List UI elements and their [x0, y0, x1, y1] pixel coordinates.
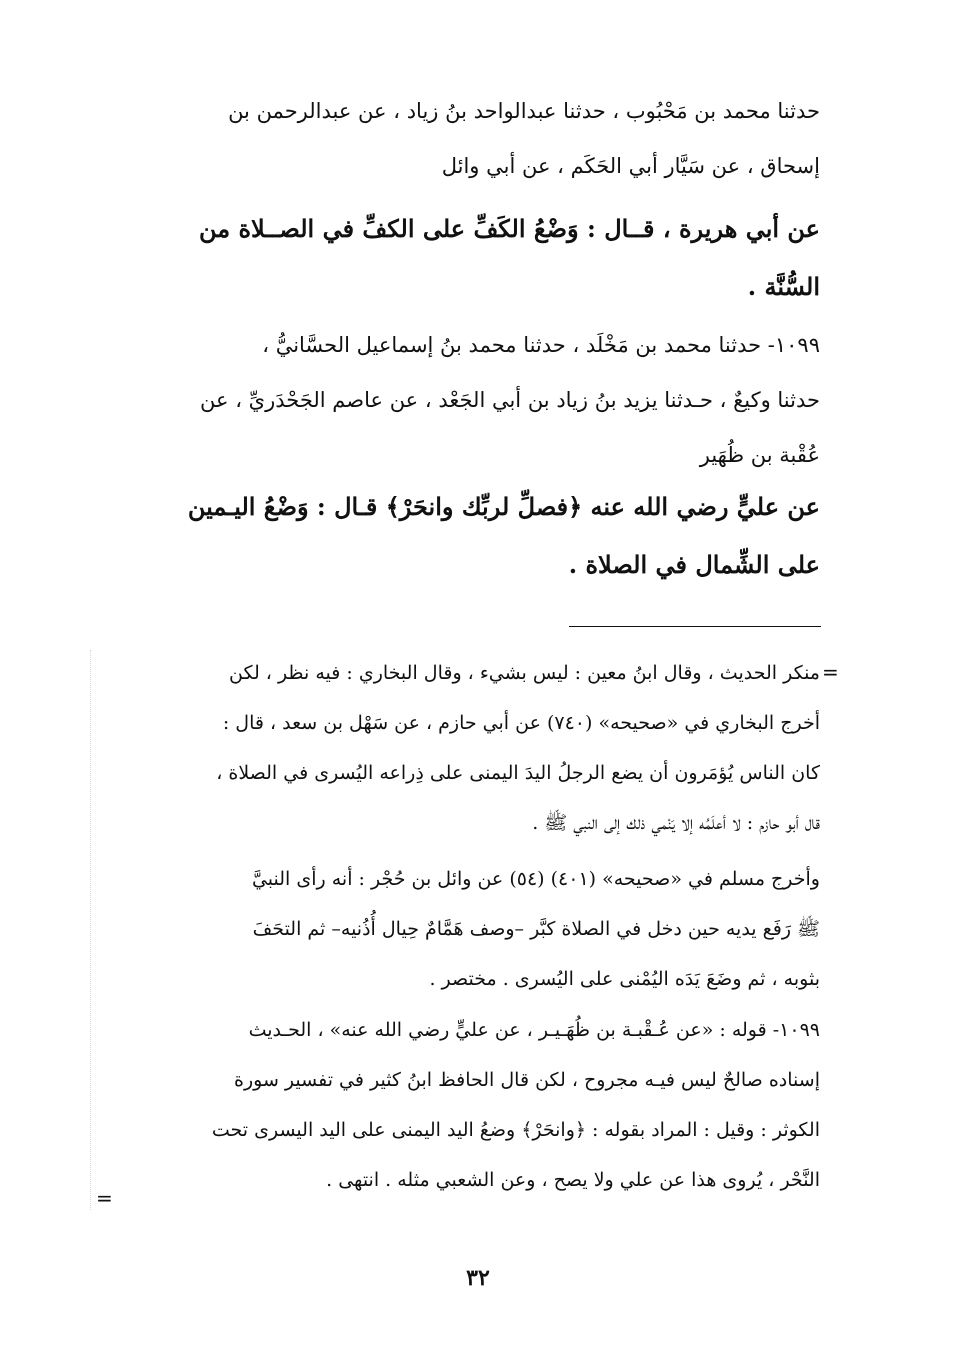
text-line: عن أبي هريرة ، قــال : وَضْعُ الكَفِّ على الكفِّ في الصــلاة من: [198, 214, 820, 243]
footnote-paragraph-3: [108, 1005, 820, 1205]
footnote-separator: [569, 626, 821, 627]
text-line: حدثنا وكيعٌ ، حـدثنا يزيد بنُ زياد بن أبي الجَعْد ، عن عاصم الجَحْدَريِّ ، عن: [200, 388, 820, 412]
footnote-line: بثوبه ، ثم وضَعَ يَدَه اليُمْنى على اليُسرى . مختصر .: [429, 968, 820, 990]
text-line: إسحاق ، عن سَيَّار أبي الحَكَم ، عن أبي وائل: [441, 154, 820, 178]
text-line: ١٠٩٩- حدثنا محمد بن مَخْلَد ، حدثنا محمد بنُ إسماعيل الحسَّانيُّ ،: [262, 333, 820, 357]
matn-block-2: [108, 478, 820, 594]
footnote-paragraph-2: [108, 854, 820, 1004]
text-line: عُقْبة بن ظُهَير: [699, 443, 820, 467]
footnote-line: قال أبو حازم : لا أعلَمُه إلا يَنْمي ذلك إلى النبي ﷺ .: [532, 812, 820, 834]
continuation-mark-top: =: [822, 660, 839, 684]
page-number: ٣٢: [466, 1265, 490, 1291]
footnote-line: النَّحْر ، يُروى هذا عن علي ولا يصح ، وعن الشعبي مثله . انتهى .: [326, 1169, 820, 1191]
isnad-block-2: [108, 318, 820, 483]
matn-block-1: [108, 200, 820, 316]
continuation-mark-bottom: =: [96, 1186, 113, 1210]
footnote-line: ﷺ رَفَع يديه حين دخل في الصلاة كبَّر –وصف هَمَّامٌ حِيال أُذُنيه– ثم التحَفَ: [252, 918, 820, 940]
isnad-block-1: [108, 84, 820, 194]
text-line: حدثنا محمد بن مَحْبُوب ، حدثنا عبدالواحد بنُ زياد ، عن عبدالرحمن بن: [228, 99, 820, 123]
text-line: عن عليٍّ رضي الله عنه ﴿فصلِّ لربِّك وانحَرْ﴾ قـال : وَضْعُ اليـمين: [187, 492, 820, 521]
page-edge-shadow: [90, 650, 91, 1210]
footnote-line: الكوثر : وقيل : المراد بقوله : ﴿وانحَرْ﴾ وضعُ اليد اليمنى على اليد اليسرى تحت: [211, 1119, 820, 1141]
footnote-line: ١٠٩٩- قوله : «عن عُـقْبـة بن ظُهَـيـر ، عن عليٍّ رضي الله عنه» ، الحـديث: [248, 1019, 820, 1041]
footnote-line: إسناده صالحٌ ليس فيـه مجروح ، لكن قال الحافظ ابنُ كثير في تفسير سورة: [234, 1069, 820, 1091]
text-line: على الشِّمال في الصلاة .: [568, 550, 820, 579]
footnote-line: وأخرج مسلم في «صحيحه» (٤٠١) (٥٤) عن وائل بن حُجْر : أنه رأى النبيَّ: [251, 868, 820, 890]
text-line: السُّنَّة .: [747, 272, 820, 301]
footnote-line: منكر الحديث ، وقال ابنُ معين : ليس بشيء ، وقال البخاري : فيه نظر ، لكن: [228, 662, 820, 684]
footnote-line: أخرج البخاري في «صحيحه» (٧٤٠) عن أبي حازم ، عن سَهْل بن سعد ، قال :: [222, 712, 820, 734]
footnote-line: كان الناس يُؤمَرون أن يضع الرجلُ اليدَ اليمنى على ذِراعه اليُسرى في الصلاة ،: [216, 762, 820, 784]
footnote-paragraph-1: [108, 648, 820, 848]
